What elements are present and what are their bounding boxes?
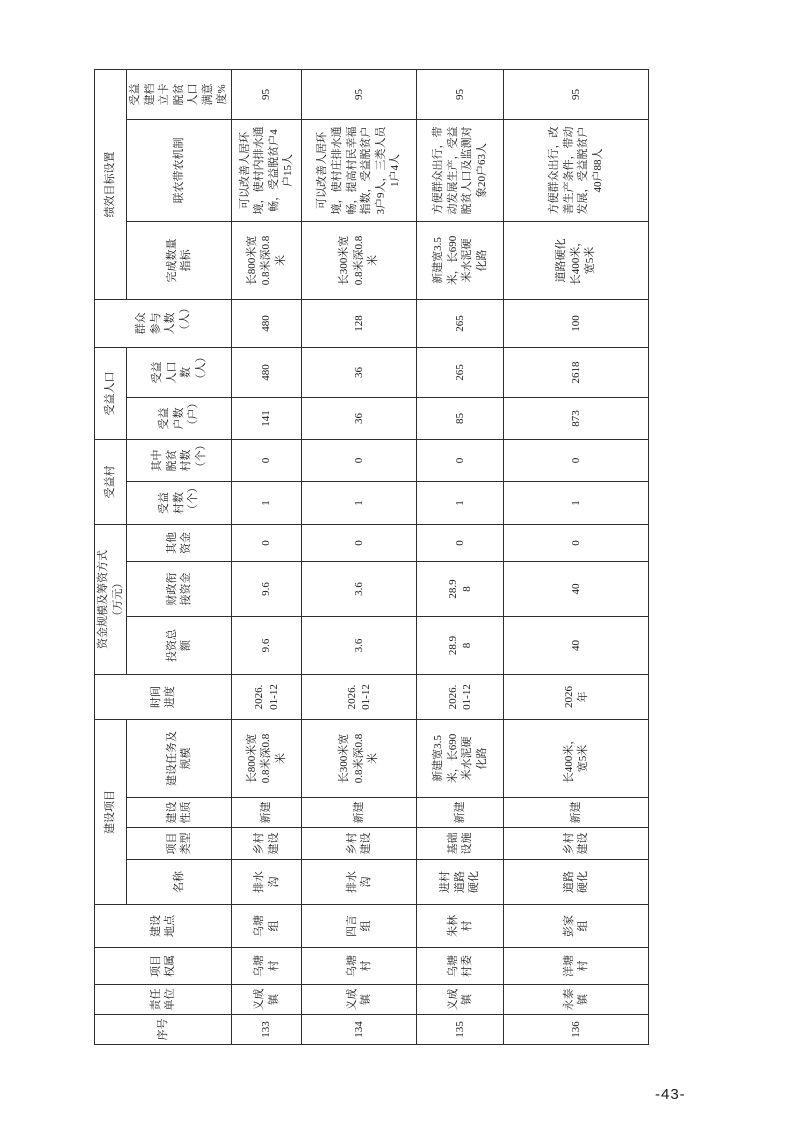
cell-participants xyxy=(504,299,649,347)
cell-quantity_target-text: 新建宽3.5米，长690米水泥硬化路 xyxy=(432,235,488,286)
cell-fiscal_linkage_funds xyxy=(504,562,649,617)
cell-task_scale xyxy=(302,720,417,798)
cell-benefit_villages-text: 1 xyxy=(352,500,365,506)
header-quantity_target-text: 完成数量指标 xyxy=(165,238,193,283)
header-total_investment xyxy=(127,617,232,675)
cell-fiscal_linkage_funds-text: 40 xyxy=(569,583,582,595)
project-row-136 xyxy=(504,69,649,1044)
cell-participants-text: 128 xyxy=(352,315,365,332)
header-group-construction_project xyxy=(95,720,127,905)
cell-ownership xyxy=(417,948,504,985)
cell-location xyxy=(232,905,302,948)
header-benefit_villages-text: 受益村数（个） xyxy=(158,481,200,515)
header-farmer_linkage xyxy=(127,119,232,221)
cell-benefit_villages-text: 1 xyxy=(569,500,582,506)
cell-name-text: 道路硬化 xyxy=(562,871,590,893)
cell-total_investment xyxy=(504,617,649,675)
cell-task_scale-text: 长400米，宽5米 xyxy=(562,733,590,784)
header-group-benefit_village-text: 受益村 xyxy=(104,465,117,499)
header-name-text: 名称 xyxy=(172,871,185,893)
cell-location-text: 乌塘组 xyxy=(253,915,280,937)
cell-task_scale-text: 长800米宽0.8米深0.8米 xyxy=(245,733,287,784)
header-total_investment-text: 投资总额 xyxy=(165,629,193,662)
cell-quantity_target xyxy=(504,221,649,299)
cell-build_nature xyxy=(417,798,504,828)
header-build_nature xyxy=(127,798,232,828)
cell-project_type xyxy=(504,828,649,860)
cell-benefit_people-text: 265 xyxy=(453,364,466,381)
cell-other_funds xyxy=(417,524,504,561)
cell-project_type-text: 乡村建设 xyxy=(253,832,280,855)
cell-total_investment-text: 28.98 xyxy=(446,635,474,656)
cell-other_funds-text: 0 xyxy=(260,540,273,546)
cell-farmer_linkage xyxy=(302,119,417,221)
cell-participants xyxy=(417,299,504,347)
cell-benefit_households-text: 85 xyxy=(453,412,466,424)
cell-benefit_people xyxy=(232,347,302,397)
header-participants-text: 群众参与人数（人） xyxy=(134,302,191,336)
cell-participants xyxy=(302,299,417,347)
cell-benefit_households xyxy=(504,397,649,439)
cell-benefit_villages xyxy=(417,481,504,524)
header-group-construction_project-text: 建设项目 xyxy=(104,790,117,834)
cell-benefit_households xyxy=(302,397,417,439)
cell-location-text: 彭家组 xyxy=(562,915,590,937)
cell-schedule-text: 2026.01-12 xyxy=(446,684,474,710)
cell-farmer_linkage-text: 方便群众出行，带动发展生产，受益脱贫人口及监测对象20户63人 xyxy=(432,126,488,215)
header-task_scale xyxy=(127,720,232,798)
cell-quantity_target-text: 长800米宽0.8米深0.8米 xyxy=(245,235,287,286)
project-row-133 xyxy=(232,69,302,1044)
cell-total_investment xyxy=(302,617,417,675)
header-group-funding-text: 资金规模及筹资方式（万元） xyxy=(97,549,124,649)
cell-other_funds xyxy=(232,524,302,561)
cell-quantity_target-text: 长300米宽0.8米深0.8米 xyxy=(338,235,380,286)
cell-satisfaction xyxy=(417,69,504,119)
cell-participants-text: 480 xyxy=(260,315,273,332)
cell-name xyxy=(302,860,417,905)
cell-build_nature-text: 新建 xyxy=(453,801,466,824)
header-location xyxy=(95,905,232,948)
header-group-benefit_population-text: 受益人口 xyxy=(104,371,117,416)
cell-poverty_villages-text: 0 xyxy=(352,457,365,464)
cell-responsible_unit xyxy=(504,985,649,1015)
cell-benefit_people-text: 36 xyxy=(352,366,365,378)
header-name xyxy=(127,860,232,905)
cell-location-text: 朱林村 xyxy=(446,915,474,937)
header-group-funding xyxy=(95,524,127,674)
cell-task_scale-text: 新建宽3.5米，长690米水泥硬化路 xyxy=(432,733,488,784)
header-location-text: 建设地点 xyxy=(149,915,177,937)
cell-build_nature xyxy=(302,798,417,828)
cell-poverty_villages xyxy=(302,439,417,481)
cell-quantity_target xyxy=(302,221,417,299)
header-ownership-text: 项目权属 xyxy=(149,955,177,977)
cell-satisfaction xyxy=(302,69,417,119)
cell-schedule xyxy=(302,675,417,720)
header-responsible_unit xyxy=(95,985,232,1015)
header-satisfaction xyxy=(127,69,232,119)
cell-ownership-text: 洋塘村 xyxy=(562,955,590,977)
header-group-performance-text: 绩效目标设置 xyxy=(104,151,117,218)
cell-benefit_people-text: 2618 xyxy=(569,361,582,384)
cell-other_funds xyxy=(302,524,417,561)
header-benefit_villages xyxy=(127,481,232,524)
cell-name xyxy=(417,860,504,905)
header-benefit_people xyxy=(127,347,232,397)
header-fiscal_linkage_funds xyxy=(127,562,232,617)
cell-responsible_unit xyxy=(302,985,417,1015)
cell-build_nature-text: 新建 xyxy=(260,801,273,824)
cell-benefit_people xyxy=(504,347,649,397)
cell-farmer_linkage-text: 可以改善人居环境，使村内排水通畅，受益脱贫户4户15人 xyxy=(238,126,295,215)
cell-benefit_villages-text: 1 xyxy=(260,500,273,506)
cell-benefit_households-text: 873 xyxy=(569,410,582,427)
cell-ownership xyxy=(504,948,649,985)
cell-task_scale xyxy=(232,720,302,798)
cell-responsible_unit-text: 义成镇 xyxy=(345,988,373,1011)
header-benefit_households-text: 受益户数（户） xyxy=(158,397,200,431)
header-ownership xyxy=(95,948,232,985)
header-benefit_people-text: 受益人口数（人） xyxy=(151,351,207,385)
cell-location xyxy=(417,905,504,948)
header-other_funds-text: 其他资金 xyxy=(165,531,193,554)
cell-other_funds xyxy=(504,524,649,561)
cell-project_type xyxy=(417,828,504,860)
header-quantity_target xyxy=(127,221,232,299)
header-row-groups xyxy=(95,69,127,1044)
cell-task_scale xyxy=(504,720,649,798)
cell-name xyxy=(232,860,302,905)
cell-total_investment-text: 9.6 xyxy=(260,638,273,653)
cell-benefit_people-text: 480 xyxy=(260,364,273,381)
header-project_type xyxy=(127,828,232,860)
cell-name xyxy=(504,860,649,905)
cell-location xyxy=(302,905,417,948)
cell-fiscal_linkage_funds-text: 3.6 xyxy=(352,582,365,596)
cell-project_type xyxy=(302,828,417,860)
cell-benefit_households-text: 36 xyxy=(352,412,365,424)
header-serial xyxy=(95,1015,232,1045)
cell-fiscal_linkage_funds xyxy=(302,562,417,617)
projects-table xyxy=(94,69,649,1045)
header-serial-text: 序号 xyxy=(156,1018,169,1041)
cell-serial-text: 133 xyxy=(260,1021,273,1038)
cell-project_type-text: 乡村建设 xyxy=(345,832,373,855)
cell-responsible_unit xyxy=(232,985,302,1015)
cell-ownership-text: 乌塘村 xyxy=(345,955,373,977)
cell-name-text: 排水沟 xyxy=(253,871,280,893)
cell-schedule-text: 2026.01-12 xyxy=(345,684,373,710)
cell-participants xyxy=(232,299,302,347)
cell-ownership xyxy=(232,948,302,985)
header-task_scale-text: 建设任务及规模 xyxy=(165,731,193,786)
cell-schedule xyxy=(504,675,649,720)
cell-location xyxy=(504,905,649,948)
project-row-135 xyxy=(417,69,504,1044)
cell-quantity_target xyxy=(417,221,504,299)
cell-satisfaction-text: 95 xyxy=(352,88,365,100)
cell-ownership-text: 乌塘村委 xyxy=(446,955,474,977)
cell-total_investment-text: 3.6 xyxy=(352,638,365,653)
cell-responsible_unit-text: 永泰镇 xyxy=(562,988,590,1011)
header-poverty_villages-text: 其中脱贫村数（个） xyxy=(151,439,207,473)
cell-fiscal_linkage_funds xyxy=(417,562,504,617)
header-group-performance xyxy=(95,69,127,299)
cell-total_investment xyxy=(417,617,504,675)
cell-responsible_unit-text: 义成镇 xyxy=(253,988,280,1011)
header-schedule xyxy=(95,675,232,720)
cell-benefit_villages xyxy=(302,481,417,524)
header-fiscal_linkage_funds-text: 财政衔接资金 xyxy=(165,572,193,606)
cell-serial-text: 136 xyxy=(569,1021,582,1038)
cell-benefit_people xyxy=(417,347,504,397)
cell-farmer_linkage xyxy=(417,119,504,221)
cell-total_investment-text: 40 xyxy=(569,640,582,651)
header-group-benefit_population xyxy=(95,347,127,439)
cell-quantity_target-text: 道路硬化长400米，宽5米 xyxy=(555,235,597,286)
header-row-fields xyxy=(127,69,232,1044)
cell-schedule xyxy=(417,675,504,720)
cell-name-text: 排水沟 xyxy=(345,871,373,893)
header-participants xyxy=(95,299,232,347)
cell-location-text: 四言组 xyxy=(345,915,373,937)
cell-task_scale-text: 长300米宽0.8米深0.8米 xyxy=(338,733,380,784)
cell-name-text: 进村道路硬化 xyxy=(439,871,481,893)
header-group-benefit_village xyxy=(95,439,127,524)
header-responsible_unit-text: 责任单位 xyxy=(149,988,177,1011)
cell-poverty_villages xyxy=(504,439,649,481)
cell-serial xyxy=(232,1015,302,1045)
cell-poverty_villages xyxy=(232,439,302,481)
cell-satisfaction xyxy=(232,69,302,119)
cell-benefit_villages xyxy=(232,481,302,524)
cell-satisfaction xyxy=(504,69,649,119)
cell-fiscal_linkage_funds xyxy=(232,562,302,617)
cell-project_type xyxy=(232,828,302,860)
header-farmer_linkage-text: 联农带农机制 xyxy=(172,137,185,204)
cell-poverty_villages-text: 0 xyxy=(260,457,273,464)
header-benefit_households xyxy=(127,397,232,439)
rotated-table-wrapper xyxy=(94,70,647,1045)
cell-poverty_villages xyxy=(417,439,504,481)
page-number: -43- xyxy=(655,1086,686,1103)
cell-serial xyxy=(417,1015,504,1045)
cell-farmer_linkage xyxy=(504,119,649,221)
cell-satisfaction-text: 95 xyxy=(260,88,273,100)
header-other_funds xyxy=(127,524,232,561)
cell-other_funds-text: 0 xyxy=(569,540,582,546)
cell-schedule-text: 2026年 xyxy=(562,686,590,708)
header-schedule-text: 时间进度 xyxy=(149,686,177,708)
cell-fiscal_linkage_funds-text: 9.6 xyxy=(260,582,273,596)
cell-schedule-text: 2026.01-12 xyxy=(253,684,280,710)
cell-benefit_people xyxy=(302,347,417,397)
cell-ownership-text: 乌塘村 xyxy=(253,955,280,977)
cell-fiscal_linkage_funds-text: 28.98 xyxy=(446,579,474,599)
project-row-134 xyxy=(302,69,417,1044)
cell-satisfaction-text: 95 xyxy=(453,88,466,100)
cell-total_investment xyxy=(232,617,302,675)
cell-quantity_target xyxy=(232,221,302,299)
cell-project_type-text: 乡村建设 xyxy=(562,832,590,855)
cell-ownership xyxy=(302,948,417,985)
cell-benefit_villages xyxy=(504,481,649,524)
cell-participants-text: 100 xyxy=(569,315,582,332)
cell-benefit_villages-text: 1 xyxy=(453,500,466,506)
header-project_type-text: 项目类型 xyxy=(165,832,193,855)
cell-build_nature-text: 新建 xyxy=(352,801,365,824)
cell-farmer_linkage xyxy=(232,119,302,221)
cell-benefit_households xyxy=(417,397,504,439)
header-build_nature-text: 建设性质 xyxy=(165,801,193,824)
cell-poverty_villages-text: 0 xyxy=(569,457,582,464)
cell-serial xyxy=(504,1015,649,1045)
cell-build_nature xyxy=(232,798,302,828)
cell-task_scale xyxy=(417,720,504,798)
cell-serial-text: 134 xyxy=(352,1021,365,1038)
cell-other_funds-text: 0 xyxy=(352,540,365,546)
header-satisfaction-text: 受益建档立卡脱贫人口满意度% xyxy=(129,83,229,106)
cell-farmer_linkage-text: 方便群众出行，改善生产条件，带动发展，受益脱贫户40户88人 xyxy=(548,126,604,215)
cell-participants-text: 265 xyxy=(453,315,466,332)
cell-other_funds-text: 0 xyxy=(453,540,466,546)
cell-benefit_households xyxy=(232,397,302,439)
cell-poverty_villages-text: 0 xyxy=(453,457,466,464)
cell-build_nature xyxy=(504,798,649,828)
cell-benefit_households-text: 141 xyxy=(260,410,273,427)
cell-serial xyxy=(302,1015,417,1045)
cell-farmer_linkage-text: 可以改善人居环境，使村庄排水通畅，提高村民幸福指数，受益脱贫户3户9人，三类人员1户4人 xyxy=(316,126,402,215)
cell-serial-text: 135 xyxy=(453,1021,466,1038)
cell-project_type-text: 基础设施 xyxy=(446,832,474,855)
header-poverty_villages xyxy=(127,439,232,481)
cell-responsible_unit xyxy=(417,985,504,1015)
cell-satisfaction-text: 95 xyxy=(569,88,582,100)
cell-build_nature-text: 新建 xyxy=(569,801,582,824)
cell-schedule xyxy=(232,675,302,720)
cell-responsible_unit-text: 义成镇 xyxy=(446,988,474,1011)
